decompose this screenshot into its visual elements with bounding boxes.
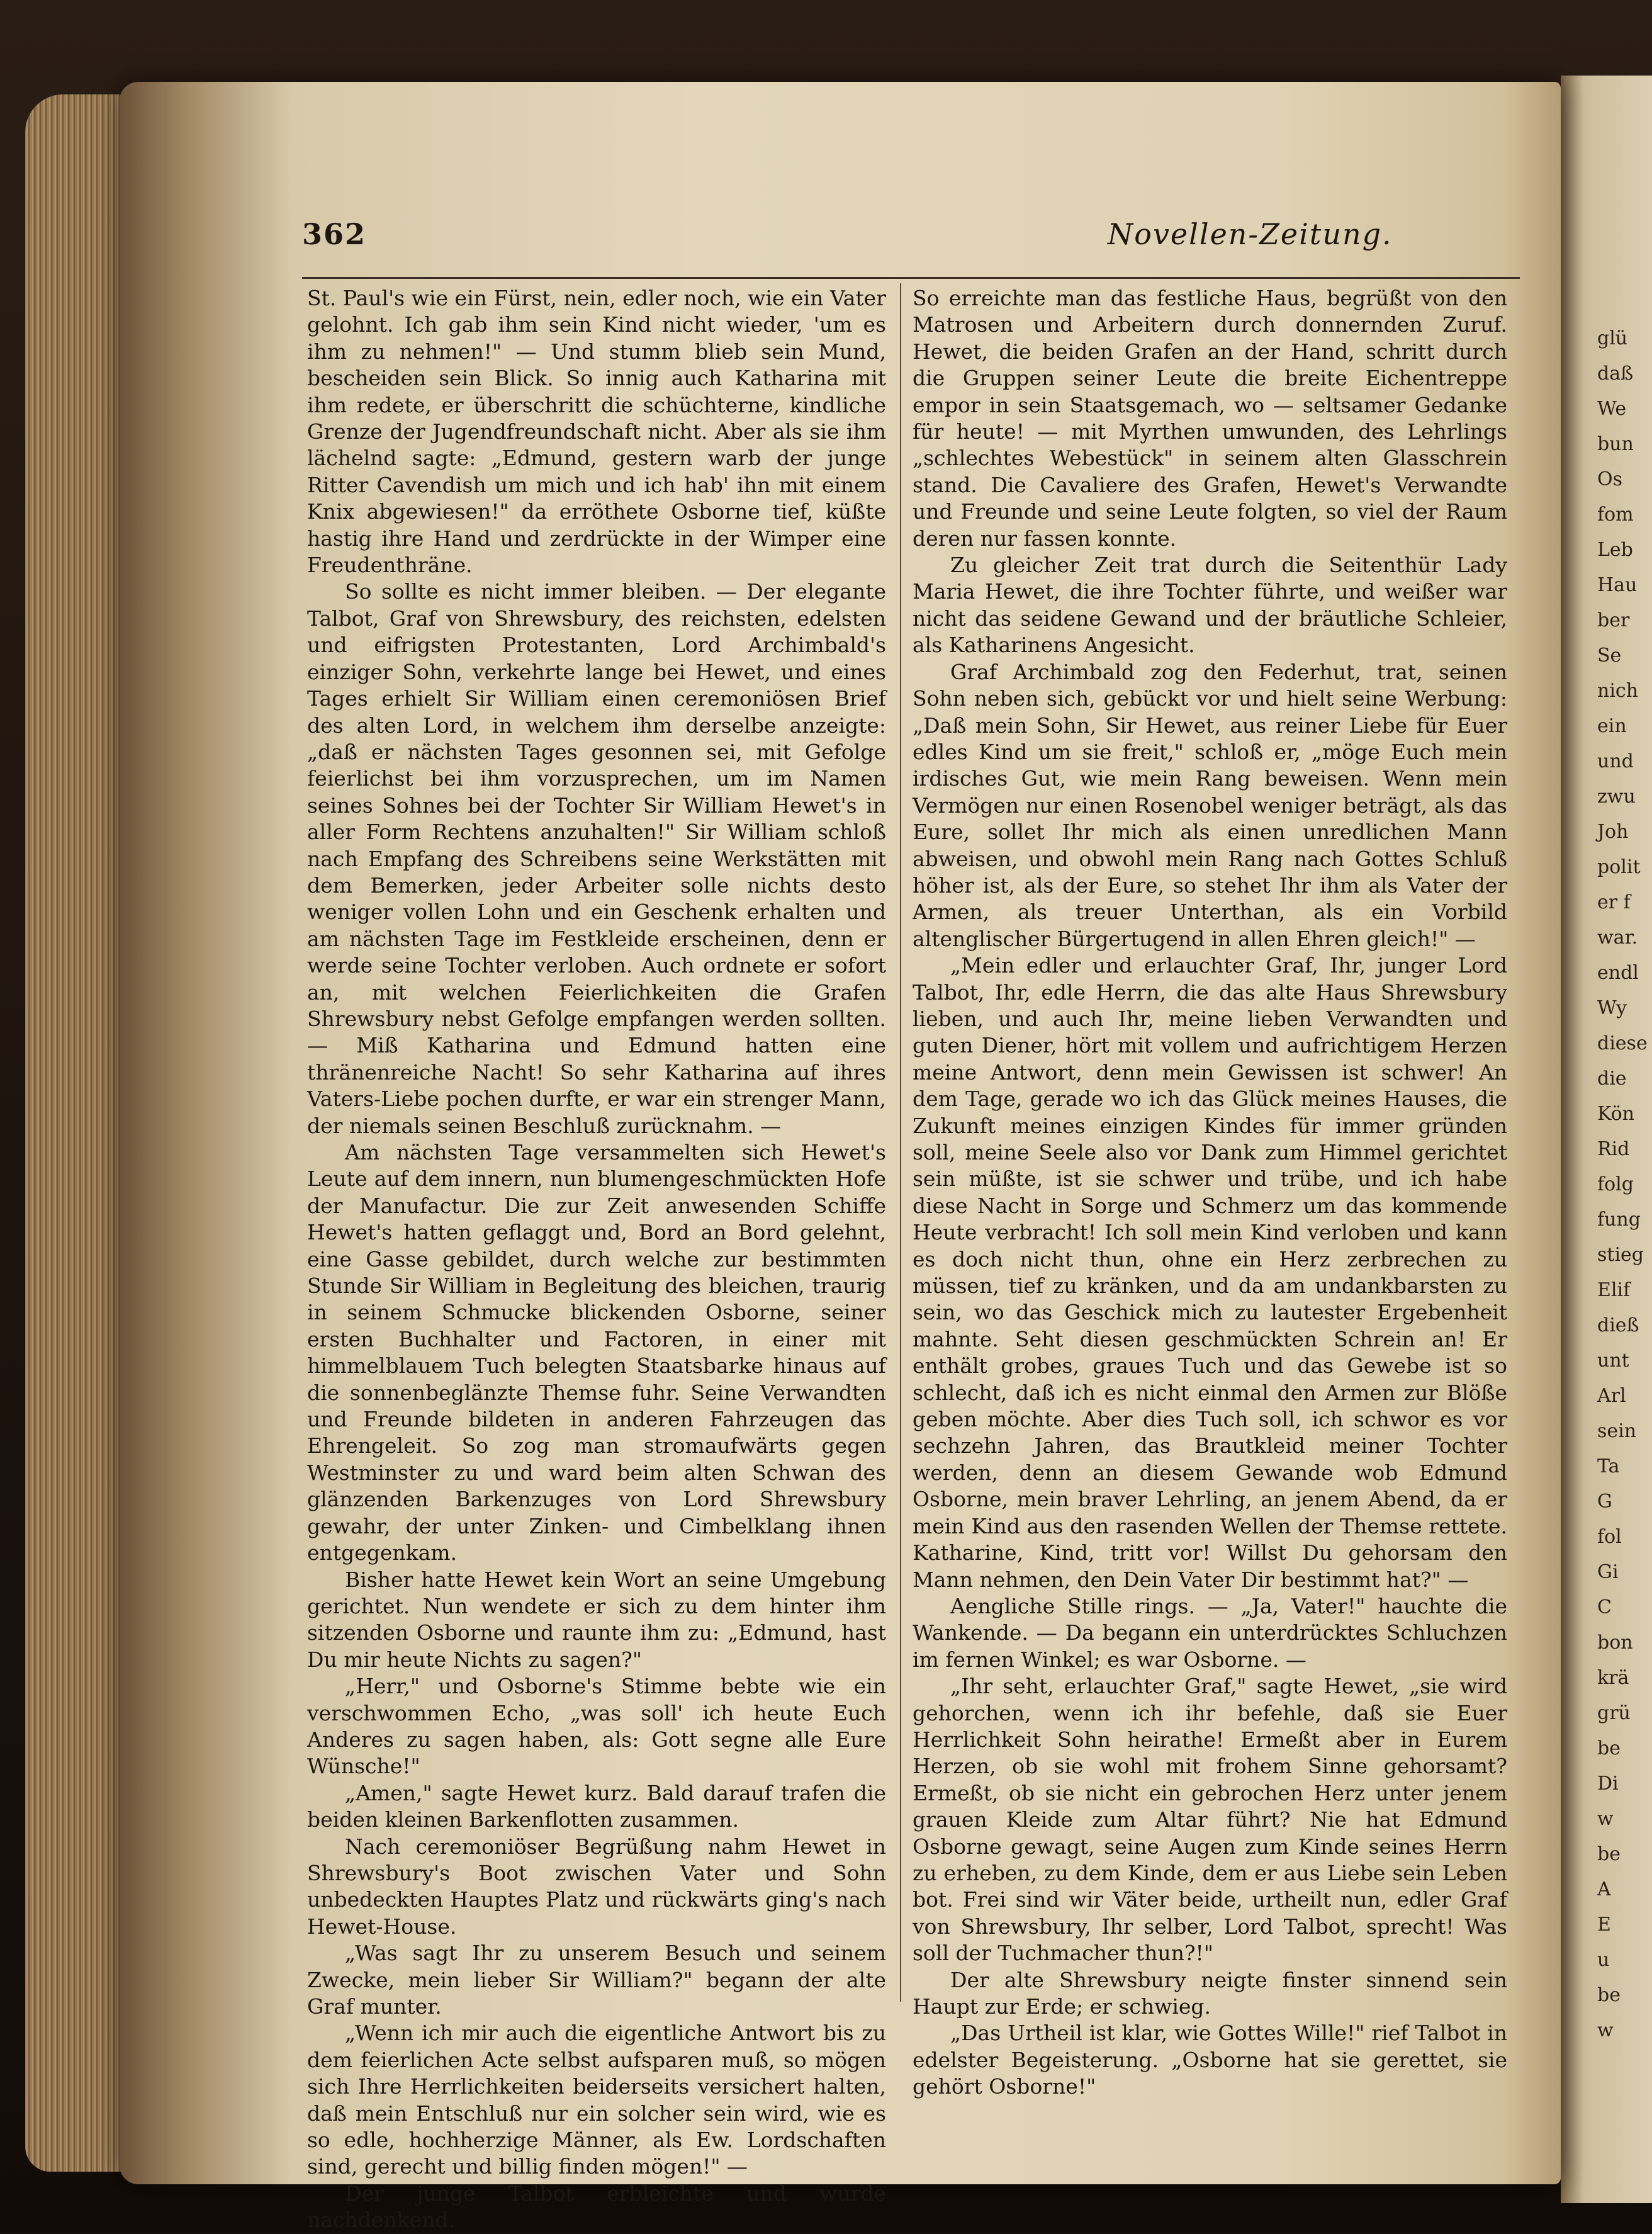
next-page-fragment: be	[1597, 1843, 1621, 1865]
paragraph: Graf Archimbald zog den Federhut, trat, seinen Sohn neben sich, gebückt vor und hielt seine Werbung: „Daß mein Sohn, Sir Hewet, aus reiner Liebe für Euer edles Kind um sie freit," schloß er, „möge Euch mein irdisches Gut, wie mein Rang beweisen. Wenn mein Vermögen nur einen Rosenobel weniger beträgt, als das Eure, sollet Ihr mich als einen unredlichen Mann abweisen, und obwohl mein Rang nach Gottes Schluß höher ist, als der Eure, so stehet Ihr ihm als Vater der Armen, als treuer Unterthan, als ein Vorbild altenglischer Bürgertugend in allen Ehren gleich!" —	[913, 659, 1507, 951]
next-page-fragment: daß	[1597, 363, 1634, 385]
next-page-fragment: Rid	[1597, 1138, 1630, 1160]
paragraph: Zu gleicher Zeit trat durch die Seitenthür Lady Maria Hewet, die ihre Tochter führte, und weißer war nicht das seidene Gewand und der bräutliche Schleier, als Katharinens Angesicht.	[913, 553, 1507, 658]
next-page-fragment: E	[1597, 1914, 1611, 1936]
next-page-fragment: Elif	[1597, 1279, 1631, 1301]
next-page-fragment: Ta	[1597, 1455, 1620, 1477]
next-page-fragment: stieg	[1597, 1244, 1644, 1266]
next-page-fragment: glü	[1597, 327, 1628, 349]
next-page-edge	[1561, 76, 1652, 2203]
next-page-fragment: G	[1597, 1491, 1612, 1513]
next-page-fragment: We	[1597, 398, 1627, 420]
next-page-fragment: A	[1597, 1878, 1611, 1900]
paragraph: Bisher hatte Hewet kein Wort an seine Umgebung gerichtet. Nun wendete er sich zu dem hinter ihm sitzenden Osborne und raunte ihm zu: „Edmund, hast Du mir heute Nichts zu sagen?"	[307, 1567, 886, 1672]
next-page-fragment: be	[1597, 1984, 1621, 2006]
next-page-fragment: Gi	[1597, 1561, 1619, 1583]
next-page-fragment: Os	[1597, 468, 1622, 490]
paragraph: „Amen," sagte Hewet kurz. Bald darauf trafen die beiden kleinen Barkenflotten zusammen.	[307, 1780, 886, 1832]
next-page-fragment: Se	[1597, 645, 1622, 667]
next-page-fragment: dieß	[1597, 1314, 1639, 1336]
next-page-fragment: krä	[1597, 1667, 1629, 1689]
next-page-fragment: fom	[1597, 504, 1634, 526]
next-page-fragment: sein	[1597, 1420, 1637, 1442]
next-page-fragment: C	[1597, 1596, 1612, 1618]
column-divider	[900, 283, 901, 2002]
right-column	[913, 285, 1507, 2101]
header-rule	[302, 277, 1520, 279]
next-page-fragment: die	[1597, 1068, 1627, 1090]
next-page-fragment: ber	[1597, 609, 1630, 631]
next-page-fragment: bun	[1597, 433, 1634, 455]
next-page-fragment: diese	[1597, 1032, 1648, 1054]
next-page-fragment: Wy	[1597, 997, 1627, 1019]
next-page-fragment: Di	[1597, 1773, 1619, 1795]
next-page-fragment: ein	[1597, 715, 1627, 737]
paragraph: „Das Urtheil ist klar, wie Gottes Wille!" rief Talbot in edelster Begeisterung. „Osborne hat sie gerettet, sie gehört Osborne!"	[913, 2021, 1507, 2099]
paragraph: Am nächsten Tage versammelten sich Hewet's Leute auf dem innern, nun blumengeschmückten Hofe der Manufactur. Die zur Zeit anwesenden Schiffe Hewet's hatten geflaggt und, Bord an Bord gelehnt, eine Gasse gebildet, durch welche zur bestimmten Stunde Sir William in Begleitung des bleichen, traurig in seinem Schmucke blickenden Osborne, seiner ersten Buchhalter und Factoren, in einer mit himmelblauem Tuch belegten Staatsbarke hinaus auf die sonnenbeglänzte Themse fuhr. Seine Verwandten und Freunde bildeten in anderen Fahrzeugen das Ehrengeleit. So zog man stromaufwärts gegen Westminster zu und ward beim alten Schwan des glänzenden Barkenzuges von Lord Shrewsbury gewahr, der unter Zinken- und Cimbelklang ihnen entgegenkam.	[307, 1140, 886, 1565]
paragraph: „Ihr seht, erlauchter Graf," sagte Hewet, „sie wird gehorchen, wenn ich ihr befehle, daß sie Euer Herrlichkeit Sohn heirathe! Ermeßt aber in Eurem Herzen, ob sie wohl mit frohem Sinne gehorsamt? Ermeßt, ob sie nicht ein gebrochen Herz unter jenem grauen Kleide zum Altar führt? Nie hat Edmund Osborne gewagt, seine Augen zum Kinde seines Herrn zu erheben, zu dem Kinde, dem er aus Liebe sein Leben bot. Frei sind wir Väter beide, urtheilt nun, edler Graf von Shrewsbury, Ihr selber, Lord Talbot, sprecht! Was soll der Tuchmacher thun?!"	[913, 1674, 1507, 1966]
paragraph: „Was sagt Ihr zu unserem Besuch und seinem Zwecke, mein lieber Sir William?" begann der alte Graf munter.	[307, 1941, 886, 2019]
next-page-fragment: Arl	[1597, 1385, 1626, 1407]
next-page-fragment: Hau	[1597, 574, 1638, 596]
next-page-fragment: war.	[1597, 927, 1638, 949]
next-page-fragment: zwu	[1597, 786, 1636, 808]
next-page-fragment: unt	[1597, 1350, 1629, 1372]
paragraph: St. Paul's wie ein Fürst, nein, edler noch, wie ein Vater gelohnt. Ich gab ihm sein Kind nicht wieder, 'um es ihm zu nehmen!" — Und stumm blieb sein Mund, bescheiden sein Blick. So innig auch Katharina mit ihm redete, er überschritt die schüchterne, kindliche Grenze der Jugendfreundschaft nicht. Aber als sie ihm lächelnd sagte: „Edmund, gestern warb der junge Ritter Cavendish um mich und ich hab' ihn mit einem Knix abgewiesen!" da erröthete Osborne tief, küßte hastig ihre Hand und zerdrückte in der Wimper eine Freudenthräne.	[307, 286, 886, 578]
next-page-fragment: u	[1597, 1949, 1610, 1971]
next-page-fragment: er f	[1597, 891, 1631, 913]
next-page-fragment: Leb	[1597, 539, 1633, 561]
page-edges	[25, 94, 126, 2172]
paragraph: So sollte es nicht immer bleiben. — Der elegante Talbot, Graf von Shrewsbury, des reichsten, edelsten und eifrigsten Protestanten, Lord Archimbald's einziger Sohn, verkehrte lange bei Hewet, und eines Tages erhielt Sir William einen ceremoniösen Brief des alten Lord, in welchem ihm derselbe anzeigte: „daß er nächsten Tages gesonnen sei, mit Gefolge feierlichst bei ihm vorzusprechen, um im Namen seines Sohnes bei der Tochter Sir William Hewet's in aller Form Rechtens anzuhalten!" Sir William schloß nach Empfang des Schreibens seine Werkstätten mit dem Bemerken, jeder Arbeiter solle nichts desto weniger vollen Lohn und ein Geschenk erhalten und am nächsten Tage im Festkleide erscheinen, denn er werde seine Tochter verloben. Auch ordnete er sofort an, mit welchen Feierlichkeiten die Grafen Shrewsbury nebst Gefolge empfangen werden sollten. — Miß Katharina und Edmund hatten eine thränenreiche Nacht! So sehr Katharina auf ihres Vaters-Liebe pochen durfte, er war ein strenger Mann, der niemals seinen Beschluß zurücknahm. —	[307, 579, 886, 1138]
next-page-fragment: fung	[1597, 1209, 1641, 1231]
next-page-fragment: Joh	[1597, 821, 1629, 843]
paragraph: „Mein edler und erlauchter Graf, Ihr, junger Lord Talbot, Ihr, edle Herrn, die das alte Haus Shrewsbury lieben, und auch Ihr, meine lieben Verwandten und guten Diener, hört mit vollem und aufrichtigem Herzen meine Antwort, denn mein Gewissen ist schwer! An dem Tage, gerade wo ich das Glück meines Hauses, die Zukunft meines einzigen Kindes für immer gründen soll, meine Seele also vor Dank zum Himmel gerichtet sein müßte, ist sie schwer und trübe, und ich habe diese Nacht in Sorge und Schmerz um das kommende Heute verbracht! Ich soll mein Kind verloben und kann es doch nicht thun, ohne ein Herz zerbrechen zu müssen, tief zu kränken, und da am undankbarsten zu sein, wo das Geschick mich zu lautester Ergebenheit mahnte. Seht diesen geschmückten Schrein an! Er enthält grobes, graues Tuch und das Gewebe ist so schlecht, daß ich es nicht einmal den Armen zur Blöße geben möchte. Aber dies Tuch soll, ich schwor es vor sechzehn Jahren, das Brautkleid meiner Tochter werden, denn an diesem Gewande wob Edmund Osborne, mein braver Lehrling, an jenem Abend, da er mein Kind aus den rasenden Wellen der Themse rettete. Katharine, Kind, tritt vor! Willst Du gehorsam den Mann nehmen, den Dein Vater Dir bestimmt hat?" —	[913, 953, 1507, 1592]
next-page-fragment: polit	[1597, 856, 1641, 878]
page-header	[302, 217, 1520, 268]
paragraph: Der junge Talbot erbleichte und wurde nachdenkend.	[307, 2180, 886, 2233]
running-title: Novellen-Zeitung.	[1108, 217, 1393, 251]
next-page-fragment: bon	[1597, 1632, 1633, 1654]
paragraph: „Wenn ich mir auch die eigentliche Antwort bis zu dem feierlichen Acte selbst aufsparen muß, so mögen sich Ihre Herrlichkeiten beiderseits versichert halten, daß mein Entschluß nur ein solcher sein wird, wie es so edle, hochherzige Männer, als Ew. Lordschaften sind, gerecht und billig finden mögen!" —	[307, 2021, 886, 2179]
next-page-fragment: folg	[1597, 1173, 1634, 1195]
next-page-fragment: fol	[1597, 1526, 1622, 1548]
paragraph: „Herr," und Osborne's Stimme bebte wie ein verschwommen Echo, „was soll' ich heute Euch Anderes zu sagen haben, als: Gott segne alle Eure Wünsche!"	[307, 1674, 886, 1779]
next-page-fragment: Kön	[1597, 1103, 1634, 1125]
paragraph: Der alte Shrewsbury neigte finster sinnend sein Haupt zur Erde; er schwieg.	[913, 1967, 1507, 2019]
paragraph: Aengliche Stille rings. — „Ja, Vater!" hauchte die Wankende. — Da begann ein unterdrücktes Schluchzen im fernen Winkel; es war Osborne. —	[913, 1593, 1507, 1672]
next-page-fragment: endl	[1597, 962, 1639, 984]
next-page-fragment: w	[1597, 1808, 1614, 1830]
paragraph: So erreichte man das festliche Haus, begrüßt von den Matrosen und Arbeitern durch donnernden Zuruf. Hewet, die beiden Grafen an der Hand, schritt durch die Gruppen seiner Leute die breite Eichentreppe empor in sein Staatsgemach, wo — seltsamer Gedanke für heute! — mit Myrthen umwunden, des Lehrlings „schlechtes Webestück" in seinem alten Glasschrein stand. Die Cavaliere des Grafen, Hewet's Verwandte und Freunde und seine Leute folgten, so viel der Raum deren nur fassen konnte.	[913, 286, 1507, 551]
next-page-fragment: be	[1597, 1737, 1621, 1759]
next-page-fragment: w	[1597, 2019, 1614, 2041]
paragraph: Nach ceremoniöser Begrüßung nahm Hewet in Shrewsbury's Boot zwischen Vater und Sohn unbedeckten Hauptes Platz und rückwärts ging's nach Hewet-House.	[307, 1834, 886, 1939]
page-number: 362	[302, 217, 367, 251]
next-page-fragment: grü	[1597, 1702, 1631, 1724]
next-page-fragment: und	[1597, 750, 1634, 772]
next-page-fragment: nich	[1597, 680, 1639, 702]
left-column	[307, 285, 886, 2234]
